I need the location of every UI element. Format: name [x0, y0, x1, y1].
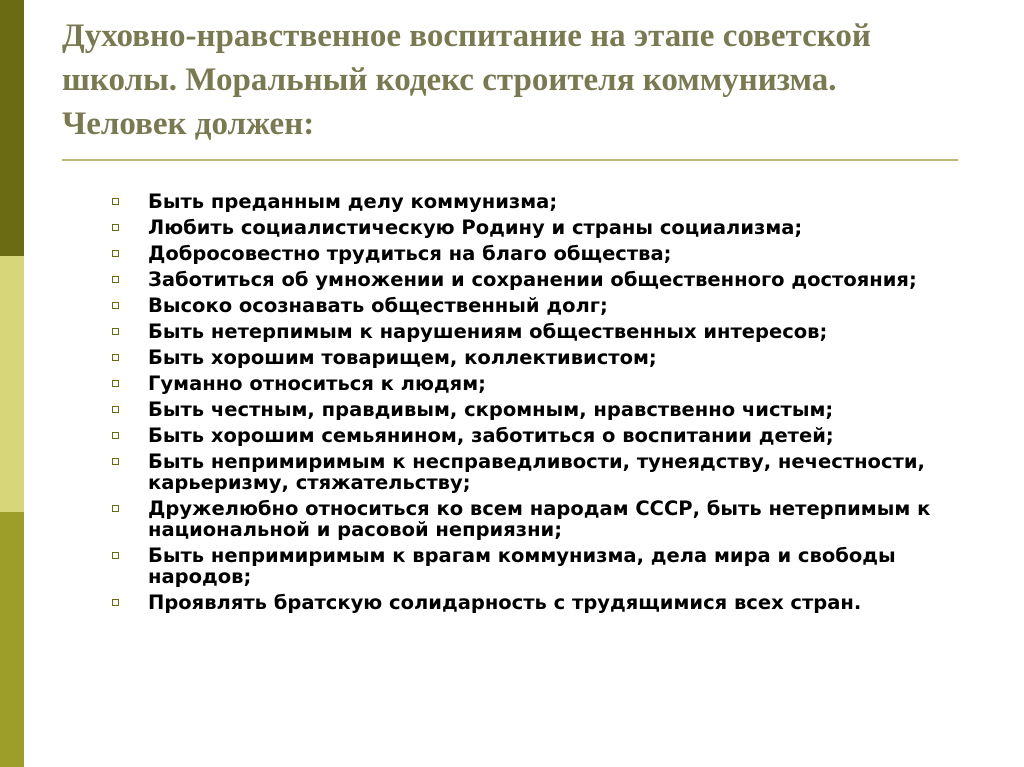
- square-bullet-icon: [112, 599, 119, 606]
- list-item: [112, 243, 972, 264]
- list-item-text: Быть преданным делу коммунизма;: [148, 190, 558, 213]
- list-item-text: Гуманно относиться к людям;: [148, 372, 486, 395]
- square-bullet-icon: [112, 380, 119, 387]
- square-bullet-icon: [112, 224, 119, 231]
- accent-bar-top: [0, 0, 24, 256]
- list-item-text: Дружелюбно относиться ко всем народам СССР, быть нетерпимым к национальной и расовой неприязни;: [148, 497, 931, 541]
- square-bullet-icon: [112, 198, 119, 205]
- list-item-text: Заботиться об умножении и сохранении общественного достояния;: [148, 268, 917, 291]
- list-item: [112, 545, 972, 587]
- list-item: [112, 498, 972, 540]
- square-bullet-icon: [112, 276, 119, 283]
- list-item-text: Добросовестно трудиться на благо общества;: [148, 242, 672, 265]
- list-item-text: Быть непримиримым к несправедливости, тунеядству, нечестности, карьеризму, стяжательству;: [148, 450, 925, 494]
- list-item: [112, 425, 972, 446]
- square-bullet-icon: [112, 328, 119, 335]
- list-item: [112, 191, 972, 212]
- list-item: [112, 373, 972, 394]
- list-item: [112, 399, 972, 420]
- list-item-text: Быть нетерпимым к нарушениям общественных интересов;: [148, 320, 828, 343]
- square-bullet-icon: [112, 302, 119, 309]
- list-item: [112, 451, 972, 493]
- list-item-text: Высоко осознавать общественный долг;: [148, 294, 608, 317]
- list-item-text: Быть хорошим товарищем, коллективистом;: [148, 346, 657, 369]
- square-bullet-icon: [112, 552, 119, 559]
- square-bullet-icon: [112, 432, 119, 439]
- accent-bar-middle: [0, 256, 24, 512]
- square-bullet-icon: [112, 505, 119, 512]
- slide-title: Духовно-нравственное воспитание на этапе советской школы. Моральный кодекс строителя коммунизма. Человек должен:: [62, 18, 871, 142]
- list-item: [112, 347, 972, 368]
- list-item: [112, 321, 972, 342]
- list-item-text: Быть честным, правдивым, скромным, нравственно чистым;: [148, 398, 834, 421]
- list-item: [112, 592, 972, 613]
- square-bullet-icon: [112, 406, 119, 413]
- list-item-text: Быть хорошим семьянином, заботиться о воспитании детей;: [148, 424, 834, 447]
- list-item-text: Проявлять братскую солидарность с трудящимися всех стран.: [148, 591, 862, 614]
- title-divider: [62, 159, 958, 161]
- list-item: [112, 295, 972, 316]
- list-item-text: Быть непримиримым к врагам коммунизма, дела мира и свободы народов;: [148, 544, 896, 588]
- square-bullet-icon: [112, 354, 119, 361]
- accent-bar-bottom: [0, 512, 24, 767]
- list-item: [112, 269, 972, 290]
- list-item-text: Любить социалистическую Родину и страны социализма;: [148, 216, 803, 239]
- list-item: [112, 217, 972, 238]
- square-bullet-icon: [112, 458, 119, 465]
- square-bullet-icon: [112, 250, 119, 257]
- bullet-list: [112, 191, 972, 618]
